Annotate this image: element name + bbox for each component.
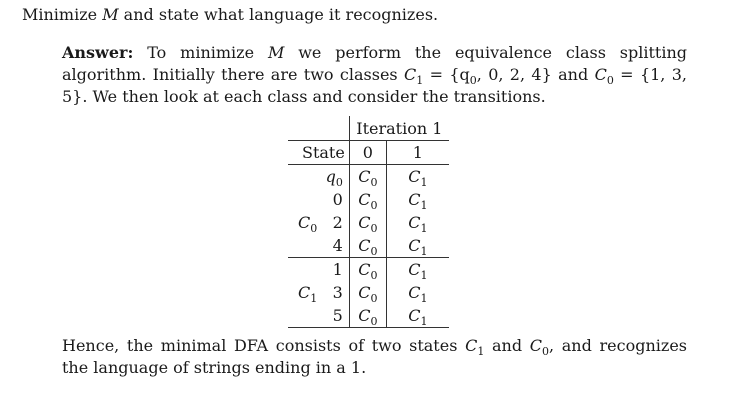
transition-1-cell: $C_1$: [386, 304, 449, 328]
transition-1-cell: $C_1$: [386, 281, 449, 304]
answer-label: Answer:: [62, 43, 134, 62]
state-cell: 2: [332, 213, 343, 232]
table-row: [288, 234, 449, 258]
transition-1-cell: $C_1$: [386, 188, 449, 211]
table-row: [288, 188, 449, 211]
transition-0-cell: $C_0$: [349, 211, 386, 234]
transition-0-cell: $C_0$: [349, 281, 386, 304]
table-row: [288, 258, 449, 282]
transition-1-cell: $C_1$: [386, 258, 449, 282]
group-label: [288, 188, 319, 211]
question-text: Minimize M and state what language it recognizes.: [22, 5, 439, 24]
state-cell: 3: [332, 283, 343, 302]
answer-paragraph: Answer: To minimize M we perform the equivalence class splitting algorithm. Initially there are two classes $C_1 = \{q_0$, 0, 2, 4} and $C_0 = \{1$, 3, 5}. We then look at each class and consider the transitions.: [62, 43, 688, 106]
group-label: [288, 304, 319, 328]
conclusion-paragraph: Hence, the minimal DFA consists of two states $C_1$ and $C_0$, and recognizes the language of strings ending in a 1.: [62, 336, 688, 377]
table-row: [288, 165, 449, 189]
table-row: [288, 211, 449, 234]
splitting-table: [288, 116, 449, 328]
iteration-header: Iteration 1: [349, 116, 449, 141]
transition-1-cell: $C_1$: [386, 165, 449, 189]
col-header-1: 1: [386, 141, 449, 165]
transition-0-cell: $C_0$: [349, 165, 386, 189]
state-cell: 0: [332, 190, 343, 209]
transition-0-cell: $C_0$: [349, 234, 386, 258]
group-label: [288, 258, 319, 282]
state-header: State: [288, 141, 349, 165]
col-header-0: 0: [349, 141, 386, 165]
state-cell: 4: [319, 234, 349, 258]
group-label: $C_0$: [298, 213, 318, 236]
group-label: $C_1$: [298, 283, 318, 306]
group-label: [288, 234, 319, 258]
table-row: [288, 304, 449, 328]
group-c0: [288, 165, 449, 258]
transition-1-cell: $C_1$: [386, 211, 449, 234]
transition-0-cell: $C_0$: [349, 188, 386, 211]
state-cell: 5: [319, 304, 349, 328]
group-c1: [288, 258, 449, 328]
state-cell: $q_0$: [325, 167, 343, 190]
transition-0-cell: $C_0$: [349, 258, 386, 282]
group-label: [288, 165, 319, 189]
transition-0-cell: $C_0$: [349, 304, 386, 328]
transition-1-cell: $C_1$: [386, 234, 449, 258]
table-row: [288, 281, 449, 304]
state-cell: 1: [332, 260, 343, 279]
